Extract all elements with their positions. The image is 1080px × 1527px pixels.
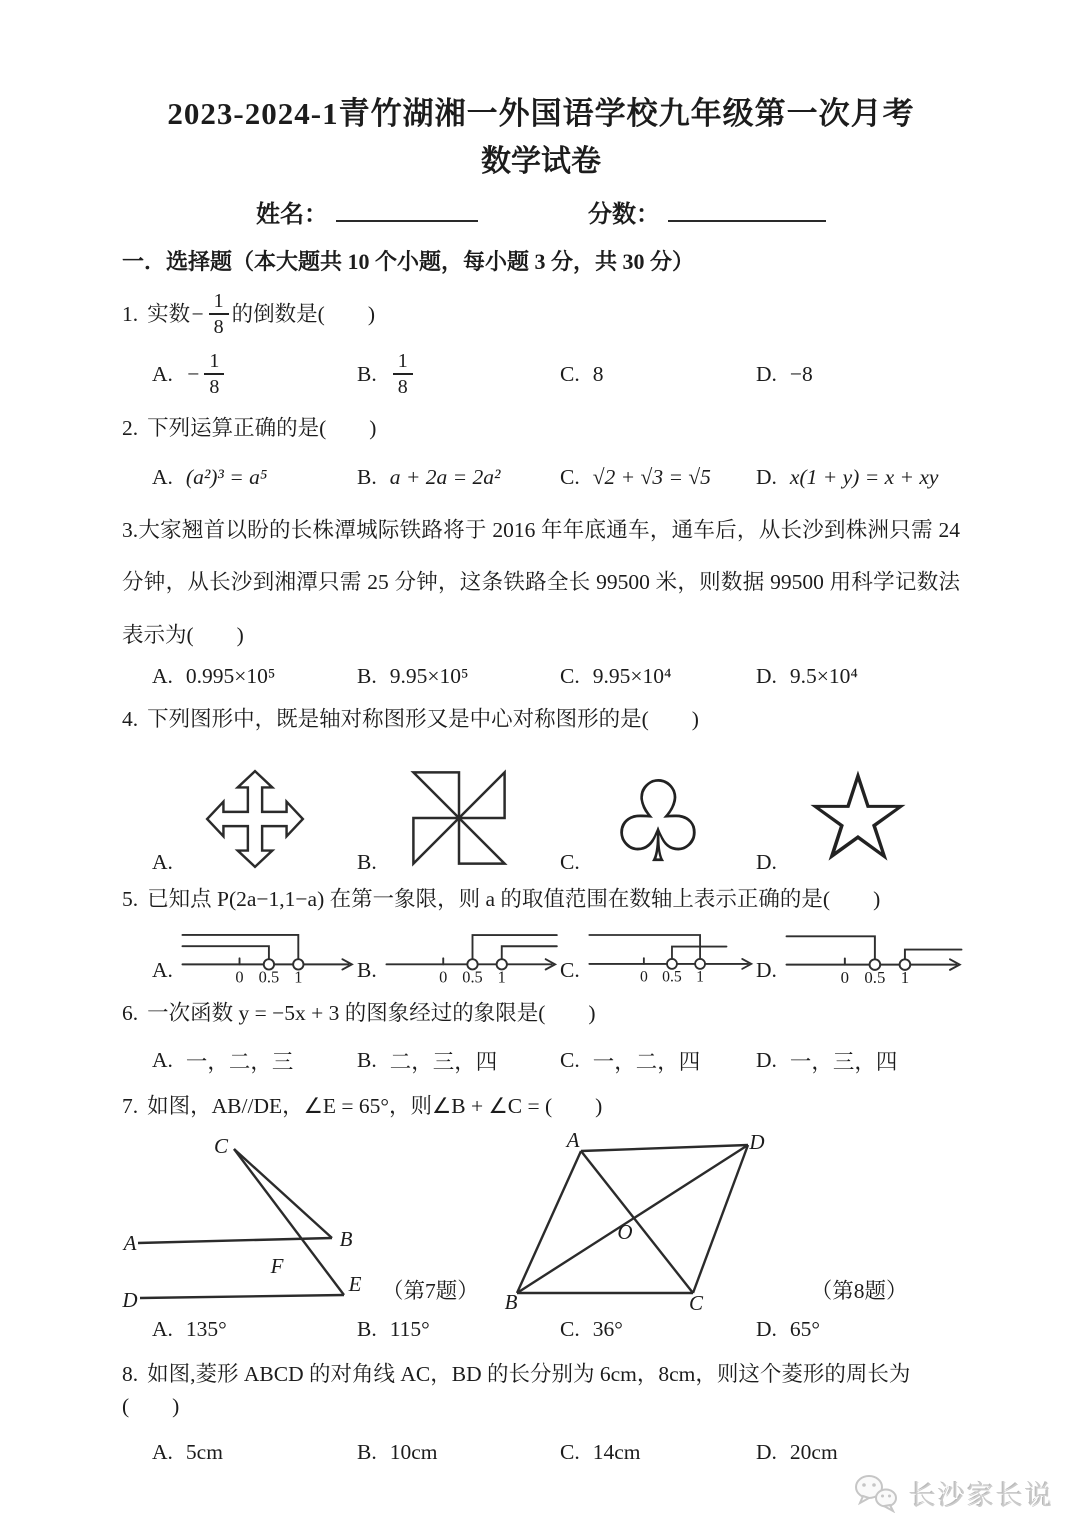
option-text: 14cm <box>592 1440 641 1465</box>
q8-option-d <box>756 1440 960 1465</box>
option-fraction <box>204 350 224 398</box>
score-blank-line <box>668 194 826 222</box>
q3-number: 3. <box>122 517 139 542</box>
option-text: 65° <box>789 1316 821 1341</box>
option-label: D. <box>756 958 777 983</box>
q2-number: 2. <box>122 416 139 441</box>
q7-option-d <box>756 1317 960 1342</box>
axis-tick-label: 0 <box>639 968 648 986</box>
q1-options <box>122 350 960 398</box>
q7-geometry-figure <box>122 1133 372 1311</box>
q7-options <box>122 1317 960 1342</box>
vertex-label-c: C <box>213 1133 229 1158</box>
option-label: A. <box>152 663 173 688</box>
axis-tick-label: 0 <box>235 967 244 987</box>
watermark <box>853 1473 1054 1513</box>
figure8-caption: （第8题） <box>810 1278 908 1303</box>
option-text: −8 <box>789 361 813 386</box>
option-label: B. <box>357 849 377 874</box>
q7-option-a <box>152 1317 357 1342</box>
q4-figure-a <box>152 743 357 875</box>
q2-stem <box>122 412 960 444</box>
option-label: B. <box>357 464 377 489</box>
score-field <box>588 194 826 229</box>
axis-tick-label: 1 <box>900 968 910 988</box>
q4-text: 下列图形中，既是轴对称图形又是中心对称图形的是( ) <box>147 706 699 731</box>
q8-number: 8. <box>122 1361 139 1386</box>
option-label: A. <box>152 1316 173 1341</box>
option-label: D. <box>756 663 777 688</box>
option-text: √2 + √3 = √5 <box>592 464 711 489</box>
option-label: B. <box>357 1316 377 1341</box>
option-label: C. <box>560 1440 580 1465</box>
q8-option-b <box>357 1440 560 1465</box>
vertex-label-b: B <box>504 1289 518 1311</box>
option-text: 20cm <box>789 1440 838 1465</box>
option-label: C. <box>560 1316 580 1341</box>
q6-stem <box>122 997 960 1029</box>
q1-option-a <box>152 350 357 398</box>
option-label: C. <box>560 361 580 386</box>
q7-number: 7. <box>122 1094 139 1119</box>
fraction-numerator: 1 <box>204 350 224 375</box>
number-line-figure <box>179 919 357 989</box>
option-text: a + 2a = 2a² <box>389 464 501 489</box>
option-text: x(1 + y) = x + xy <box>789 464 939 489</box>
option-label: B. <box>357 361 377 386</box>
number-line-figure <box>783 919 965 989</box>
vertex-label-d: D <box>122 1287 138 1311</box>
watermark-text: 长沙家长说 <box>909 1480 1054 1511</box>
q3-option-a <box>152 664 357 689</box>
option-text: 一，二，三 <box>185 1050 294 1075</box>
pinwheel-figure <box>402 761 516 875</box>
q5-text: 已知点 P(2a−1,1−a) 在第一象限，则 a 的取值范围在数轴上表示正确的是( ) <box>147 886 881 911</box>
q7-option-b <box>357 1317 560 1342</box>
q1-option-c <box>560 350 756 398</box>
q4-figure-b <box>357 743 560 875</box>
axis-tick-label: 0.5 <box>462 967 483 987</box>
option-label: C. <box>560 663 580 688</box>
option-text: (a²)³ = a⁵ <box>185 464 268 489</box>
option-text: 一，三，四 <box>789 1050 898 1075</box>
q5-figure-row <box>122 919 960 989</box>
option-label: A. <box>152 1048 173 1073</box>
q4-number: 4. <box>122 706 139 731</box>
fraction-denominator: 8 <box>397 376 408 399</box>
q3-options <box>122 664 960 689</box>
option-label: C. <box>560 1048 580 1073</box>
axis-tick-label: 1 <box>695 968 704 986</box>
q1-text-post: 的倒数是( ) <box>231 302 375 327</box>
vertex-label-a: A <box>566 1132 580 1152</box>
vertex-label-e: E <box>348 1271 362 1296</box>
q3-option-b <box>357 664 560 689</box>
q7-option-c <box>560 1317 756 1342</box>
option-text: 一，二，四 <box>592 1050 701 1075</box>
option-label: A. <box>152 849 173 874</box>
star-outline-icon: ☆ <box>802 745 914 890</box>
q8-stem <box>122 1358 960 1423</box>
option-minus: − <box>185 361 201 386</box>
option-fraction <box>393 350 413 398</box>
option-text: 9.95×10⁵ <box>389 663 469 688</box>
option-label: C. <box>560 849 580 874</box>
exam-subtitle: 数学试卷 <box>481 145 601 179</box>
q1-fraction-numerator: 1 <box>209 290 229 315</box>
option-label: D. <box>756 1440 777 1465</box>
option-label: C. <box>560 958 580 983</box>
q7-text: 如图，AB//DE，∠E = 65°，则∠B + ∠C = ( ) <box>147 1094 603 1119</box>
fraction-denominator: 8 <box>209 376 220 399</box>
q7-q8-figure-row <box>122 1133 960 1311</box>
option-label: D. <box>756 361 777 386</box>
q8-text: 如图,菱形 ABCD 的对角线 AC，BD 的长分别为 6cm，8cm，则这个菱形的周长为( ) <box>122 1361 911 1418</box>
option-label: B. <box>357 1440 377 1465</box>
score-label: 分数： <box>588 202 660 229</box>
q8-option-a <box>152 1440 357 1465</box>
option-text: 9.5×10⁴ <box>789 663 858 688</box>
axis-tick-label: 1 <box>294 967 303 987</box>
vertex-label-d: D <box>749 1132 765 1154</box>
q1-stem <box>122 290 960 338</box>
option-label: A. <box>152 1440 173 1465</box>
option-text: 5cm <box>185 1440 223 1465</box>
club-outline-icon: ♧ <box>607 757 709 888</box>
q2-options <box>122 465 960 490</box>
four-way-arrow-figure <box>199 763 311 875</box>
q1-text-pre: 实数 <box>147 302 191 327</box>
option-label: D. <box>756 1316 777 1341</box>
option-label: B. <box>357 663 377 688</box>
q1-minus: − <box>190 302 205 327</box>
exam-title: 2023-2024-1青竹湖湘一外国语学校九年级第一次月考 <box>167 96 915 131</box>
q2-text: 下列运算正确的是( ) <box>147 416 377 441</box>
option-label: A. <box>152 464 173 489</box>
option-text: 9.95×10⁴ <box>592 663 672 688</box>
option-text: 36° <box>592 1316 623 1341</box>
option-label: D. <box>756 849 777 874</box>
option-text: 115° <box>389 1316 430 1341</box>
option-label: D. <box>756 464 777 489</box>
q6-text: 一次函数 y = −5x + 3 的图象经过的象限是( ) <box>147 1001 596 1026</box>
name-score-row <box>122 194 960 229</box>
q2-option-d <box>756 465 960 490</box>
option-text: 二，三，四 <box>389 1050 498 1075</box>
section-header: 一．选择题（本大题共 10 个小题，每小题 3 分，共 30 分） <box>122 249 695 275</box>
q5-option-b <box>357 919 560 989</box>
axis-tick-label: 0 <box>438 967 448 987</box>
q6-option-c <box>560 1045 756 1076</box>
figure7-caption: （第7题） <box>382 1278 479 1303</box>
q1-number: 1. <box>122 302 139 327</box>
axis-tick-label: 1 <box>497 967 506 987</box>
q4-figure-d <box>756 743 960 890</box>
axis-tick-label: 0 <box>840 968 849 988</box>
option-label: C. <box>560 464 580 489</box>
vertex-label-c: C <box>688 1290 703 1311</box>
q2-option-c <box>560 465 756 490</box>
option-text: 0.995×10⁵ <box>185 663 276 688</box>
q1-fraction <box>209 290 229 338</box>
fraction-numerator: 1 <box>393 350 413 375</box>
q8-options <box>122 1440 960 1465</box>
q3-option-d <box>756 664 960 689</box>
q1-option-d <box>756 350 960 398</box>
vertex-label-o: O <box>617 1219 633 1244</box>
option-label: A. <box>152 958 173 983</box>
axis-tick-label: 0.5 <box>864 968 886 988</box>
q3-stem <box>122 504 960 662</box>
q6-option-b <box>357 1045 560 1076</box>
number-line-figure <box>586 919 756 989</box>
q1-fraction-denominator: 8 <box>213 316 224 339</box>
q3-text: 大家翘首以盼的长株潭城际铁路将于 2016 年年底通车，通车后，从长沙到株洲只需 24 分钟，从长沙到湘潭只需 25 分钟，这条铁路全长 99500 米，则数据 99500 用科学记数法表示为( ) <box>122 517 960 647</box>
axis-tick-label: 0.5 <box>661 968 682 986</box>
q6-options <box>122 1045 960 1076</box>
option-text: 8 <box>592 361 604 386</box>
q5-number: 5. <box>122 886 139 911</box>
q8-option-c <box>560 1440 756 1465</box>
q3-option-c <box>560 664 756 689</box>
name-blank-line <box>336 194 478 222</box>
q5-option-d <box>756 919 965 989</box>
q6-number: 6. <box>122 1001 139 1026</box>
option-label: B. <box>357 1048 377 1073</box>
option-text: 135° <box>185 1316 227 1341</box>
q8-rhombus-figure <box>503 1133 773 1311</box>
option-text: 10cm <box>389 1440 438 1465</box>
option-label: A. <box>152 361 173 386</box>
name-field <box>256 194 478 229</box>
wechat-icon <box>853 1473 899 1513</box>
q5-option-a <box>152 919 357 989</box>
q4-stem <box>122 703 960 735</box>
q6-option-a <box>152 1045 357 1076</box>
q2-option-a <box>152 465 357 490</box>
q4-figure-c <box>560 743 756 888</box>
q5-option-c <box>560 919 756 989</box>
axis-tick-label: 0.5 <box>258 967 280 987</box>
vertex-label-f: F <box>270 1253 284 1278</box>
q1-option-b <box>357 350 560 398</box>
q4-figure-row <box>122 743 960 890</box>
q2-option-b <box>357 465 560 490</box>
name-label: 姓名： <box>256 202 328 229</box>
q7-stem <box>122 1090 960 1122</box>
option-label: B. <box>357 958 377 983</box>
vertex-label-a: A <box>123 1230 137 1255</box>
option-label: D. <box>756 1048 777 1073</box>
q6-option-d <box>756 1045 960 1076</box>
vertex-label-b: B <box>339 1226 353 1251</box>
number-line-figure <box>383 919 560 989</box>
